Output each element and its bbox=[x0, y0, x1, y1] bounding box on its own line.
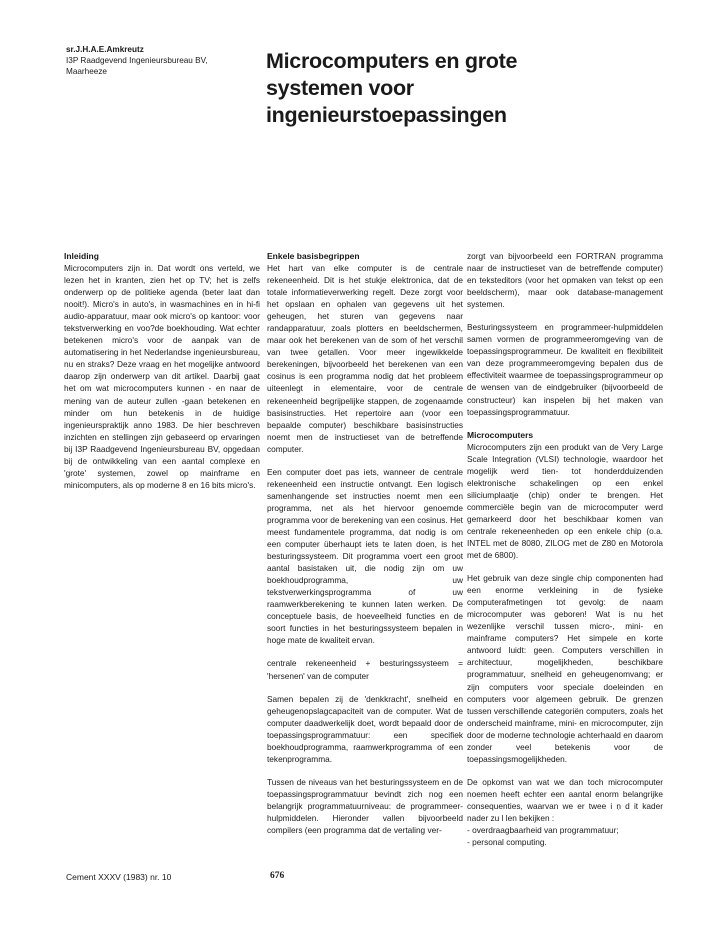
author-name: sr.J.H.A.E.Amkreutz bbox=[66, 45, 144, 54]
paragraph: Een computer doet pas iets, wanneer de centrale rekeneenheid een instructie ontvangt. Een logisch samenhangende set instructies noemt men een programma, net als het hiervoor genoemde programma voor de berekening van een cosinus. Het meest fundamentele programma, dat nodig is om een computer überhaupt iets te laten doen, is het besturingssysteem. Dit programma voert een groot aantal basistaken uit, die nodig zijn om uw boekhoudprogramma, uw tekstverwerkingsprogramma of uw raamwerkberekening te kunnen laten werken. De conceptuele basis, de hoeveelheid functies en de soort functies in het besturingssysteem bepalen in hoge mate de kwaliteit ervan. bbox=[267, 466, 463, 646]
author-city: Maarheeze bbox=[66, 67, 107, 76]
section-heading-basisbegrippen: Enkele basisbegrippen bbox=[267, 251, 360, 261]
page-number: 676 bbox=[270, 871, 285, 881]
column-3 bbox=[467, 250, 663, 848]
paragraph: Het gebruik van deze single chip componenten had een enorme verkleining in de fysieke computerafmetingen tot gevolg: de naam microcomputer was geboren! Wat is nu het wezenlijke verschil tussen micro-, mini- en mainframe computers? Het simpele en korte antwoord luidt: geen. Computers verschillen in architectuur, mogelijkheden, beschikbare programmatuur, snelheid en geheugenomvang; er zijn computers voor speciale doeleinden en computers voor algemeen gebruik. De grenzen tussen verschillende categoriën computers, zoals het onderscheid mainframe, mini- en microcomputer, zijn door de moderne technologie achterhaald en daarom zonder veel betekenis voor de toepassingsmogelijkheden. bbox=[467, 573, 663, 764]
paragraph: De opkomst van wat we dan toch microcomputer noemen heeft echter een aantal enorm belangrijke consequenties, waarvan we er twee i ṇ d it kader nader zu l len bekijken : bbox=[467, 776, 663, 823]
paragraph: Het hart van elke computer is de centrale rekeneenheid. Dit is het stukje elektronica, dat de totale informatieverwerking regelt. Deze zorgt voor het opslaan en ophalen van gegevens uit het geheugen, het sturen van gegevens naar randapparatuur, zoals plotters en beeldschermen, maar ook het berekenen van de som of het verschil van twee getallen. Voor meer ingewikkelde berekeningen, bijvoorbeeld het berekenen van een cosinus is een programma nodig dat het probleem uiteenlegt in elementaire, voor de centrale rekeneenheid begrijpelijke stappen, de zogenaamde basisinstructies. Het repertoire aan (voor een bepaalde computer) beschikbare basisinstructies noemt men de instructieset van de betreffende computer. bbox=[267, 263, 463, 454]
paragraph: Besturingssysteem en programmeer-hulpmiddelen samen vormen de programmeeromgeving van de toepassingsprogrammeur. De kwaliteit en flexibiliteit van deze programmeeromgeving bepalen dus de effectiviteit waarmee de toepassingsprogrammeur op de wensen van de eindgebruiker (bijvoorbeeld de constructeur) kan inspelen bij het maken van toepassingsprogrammatuur. bbox=[467, 322, 663, 417]
list-item: - overdraagbaarheid van programmatuur; bbox=[467, 824, 663, 836]
paragraph: Tussen de niveaus van het besturingssysteem en de toepassingsprogrammatuur bevindt zich nog een belangrijk programmatuurniveau: de programmeer-hulpmiddelen. Hieronder vallen bijvoorbeeld compilers (een programma dat de vertaling ver- bbox=[267, 776, 463, 836]
highlight-paragraph: centrale rekeneenheid + besturingssysteem = 'hersenen' van de computer bbox=[267, 658, 463, 681]
paragraph: Microcomputers zijn in. Dat wordt ons verteld, we lezen het in kranten, zien het op TV; het is zelfs onderwerp op de politieke agenda (beter laat dan nooit!). Micro's in auto's, in wasmachines en in hi-fi audio-apparatuur, maar ook micro's op kantoor: voor tekstverwerking en voo?de boekhouding. Wat echter betekenen micro's voor de aanpak van de automatisering in het Nederlandse ingenieursbureau, nu en straks? Deze vraag en het mogelijke antwoord daarop zijn onderwerp van dit artikel. Daarbij gaat het om wat microcomputers kunnen - en naar de mening van de auteur zullen -gaan betekenen en minder om hun betekenis in de huidige ingenieurspraktijk anno 1983. De hier beschreven inzichten en stellingen zijn gebaseerd op ervaringen bij I3P Raadgevend Ingenieursbureau BV, opgedaan bij de ontwikkeling van een aantal complexe en 'grote' systemen, zowel op mainframe en minicomputers, als op moderne 8 en 16 bits micro's. bbox=[64, 263, 260, 490]
consequence-list bbox=[467, 824, 663, 848]
author-block bbox=[66, 44, 246, 77]
paragraph: zorgt van bijvoorbeeld een FORTRAN programma naar de instructieset van de betreffende computer) en teksteditors (voor het opmaken van tekst op een beeldscherm), maar ook database-management systemen. bbox=[467, 251, 663, 310]
section-heading-inleiding: Inleiding bbox=[64, 251, 99, 261]
paragraph: Microcomputers zijn een produkt van de Very Large Scale Integration (VLSI) technologie, waardoor het mogelijk werd tien- tot honderdduizenden elektronische schakelingen op een enkel siliciumplaatje (chip) onder te brengen. Het commerciële begin van de microcomputer werd gemarkeerd door het beschikbaar komen van centrale rekeneenheden op een enkele chip (o.a. INTEL met de 8080, ZILOG met de Z80 en Motorola met de 6800). bbox=[467, 441, 663, 561]
author-affiliation: I3P Raadgevend Ingenieursbureau BV, bbox=[66, 56, 208, 65]
list-item: - personal computing. bbox=[467, 836, 663, 848]
column-1 bbox=[64, 250, 260, 491]
article-title: Microcomputers en grote systemen voor ingenieurstoepassingen bbox=[266, 49, 518, 127]
column-2 bbox=[267, 250, 463, 836]
journal-citation: Cement XXXV (1983) nr. 10 bbox=[66, 872, 172, 882]
section-heading-microcomputers: Microcomputers bbox=[467, 429, 534, 440]
paragraph: Samen bepalen zij de 'denkkracht', snelheid en geheugenopslagcapaciteit van de computer. Wat de computer daadwerkelijk doet, wordt bepaald door de toepassingsprogrammatuur: een specifiek boekhoudprogramma, raamwerkprogramma of een tekenprogramma. bbox=[267, 693, 463, 764]
